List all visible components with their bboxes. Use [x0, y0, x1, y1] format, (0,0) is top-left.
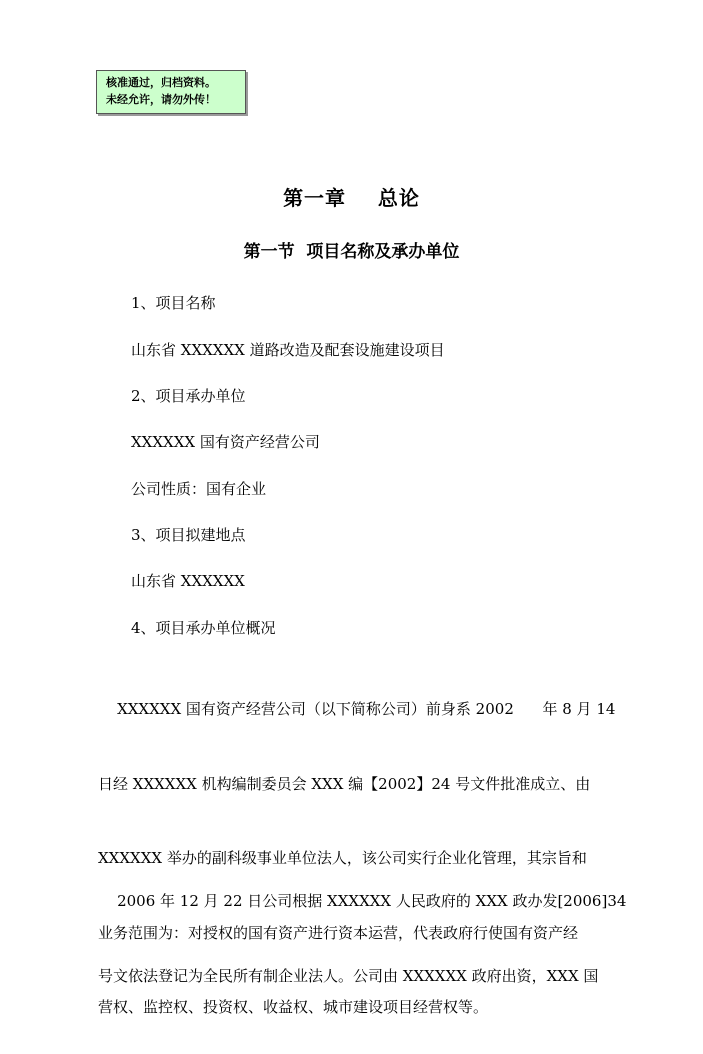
- item-project-name-value: 山东省 XXXXXX 道路改造及配套设施建设项目: [131, 341, 445, 359]
- paragraph-line: XXXXXX 举办的副科级事业单位法人，该公司实行企业化管理，其宗旨和: [98, 849, 587, 868]
- item-location-value: 山东省 XXXXXX: [131, 572, 245, 590]
- paragraph-line: 日经 XXXXXX 机构编制委员会 XXX 编【2002】24 号文件批准成立、由: [98, 774, 591, 793]
- item-project-name-heading: 1、项目名称: [131, 294, 216, 312]
- paragraph-line: 业务范围为：对授权的国有资产进行资本运营，代表政府行使国有资产经: [98, 923, 579, 942]
- paragraph-line: 2006 年 12 月 22 日公司根据 XXXXXX 人民政府的 XXX 政办发[2006]34: [98, 892, 627, 910]
- paragraph-line: 营权、监控权、投资权、收益权、城市建设项目经营权等。: [98, 998, 489, 1017]
- item-overview-heading: 4、项目承办单位概况: [131, 619, 276, 637]
- item-undertaker-value: XXXXXX 国有资产经营公司: [131, 433, 320, 451]
- notice-line-1: 核准通过，归档资料。: [106, 76, 216, 89]
- chapter-title: 第一章 总论: [283, 186, 420, 210]
- section-title: 第一节 项目名称及承办单位: [243, 242, 460, 262]
- notice-line-2: 未经允许，请勿外传！: [106, 93, 216, 106]
- item-location-heading: 3、项目拟建地点: [131, 526, 246, 544]
- paragraph-line: XXXXXX 国有资产经营公司（以下简称公司）前身系 2002 年 8 月 14: [98, 700, 616, 718]
- item-undertaker-heading: 2、项目承办单位: [131, 387, 246, 405]
- paragraph-line: 号文依法登记为全民所有制企业法人。公司由 XXXXXX 政府出资，XXX 国: [98, 966, 599, 985]
- item-company-nature: 公司性质：国有企业: [131, 480, 267, 498]
- overview-paragraph-2: [98, 855, 638, 1022]
- approval-notice-box: [96, 70, 246, 114]
